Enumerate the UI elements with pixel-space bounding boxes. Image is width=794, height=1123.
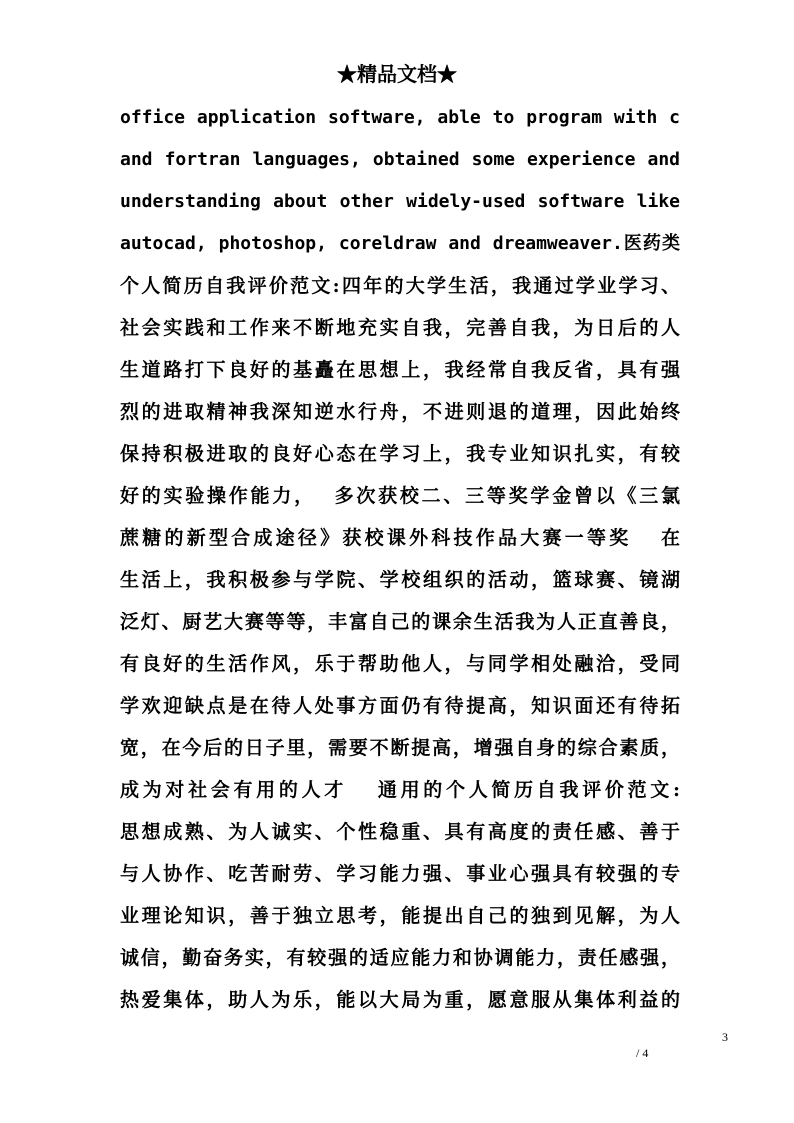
page-number: 3 — [722, 1030, 728, 1044]
body-line: 业理论知识，善于独立思考，能提出自己的独到见解，为人 — [120, 905, 680, 927]
body-line: 宽，在今后的日子里，需要不断提高，增强自身的综合素质， — [120, 737, 680, 759]
body-line: 个人简历自我评价范文:四年的大学生活，我通过学业学习、 — [120, 275, 680, 297]
body-line: 社会实践和工作来不断地充实自我，完善自我，为日后的人 — [120, 317, 680, 339]
body-line: 烈的进取精神我深知逆水行舟，不进则退的道理，因此始终 — [120, 401, 680, 423]
body-line: 泛灯、厨艺大赛等等，丰富自己的课余生活我为人正直善良， — [120, 611, 680, 633]
body-line: 蔗糖的新型合成途径》获校课外科技作品大赛一等奖 在 — [120, 527, 680, 549]
body-line: autocad, photoshop, coreldraw and dreamweaver.医药类 — [120, 233, 680, 254]
body-line: understanding about other widely-used software like — [120, 191, 680, 212]
body-line: 与人协作、吃苦耐劳、学习能力强、事业心强具有较强的专 — [120, 863, 680, 885]
body-line: 保持积极进取的良好心态在学习上，我专业知识扎实，有较 — [120, 443, 680, 465]
page-total: / 4 — [636, 1046, 649, 1060]
body-line: 学欢迎缺点是在待人处事方面仍有待提高，知识面还有待拓 — [120, 695, 680, 717]
body-line: 热爱集体，助人为乐，能以大局为重，愿意服从集体利益的 — [120, 989, 680, 1011]
body-line: 成为对社会有用的人才 通用的个人简历自我评价范文: — [120, 779, 680, 801]
document-header-title: ★精品文档★ — [337, 62, 457, 86]
body-line: 思想成熟、为人诚实、个性稳重、具有高度的责任感、善于 — [120, 821, 680, 843]
body-line: 生活上，我积极参与学院、学校组织的活动，篮球赛、镜湖 — [120, 569, 680, 591]
body-line: 诚信，勤奋务实，有较强的适应能力和协调能力，责任感强， — [120, 947, 680, 969]
body-line: 生道路打下良好的基矗在思想上，我经常自我反省，具有强 — [120, 359, 680, 381]
body-line: 好的实验操作能力， 多次获校二、三等奖学金曾以《三氯 — [120, 485, 680, 507]
body-line: office application software, able to program with c — [120, 107, 680, 128]
body-line: and fortran languages, obtained some experience and — [120, 149, 680, 170]
document-body — [120, 100, 680, 1024]
body-line: 有良好的生活作风，乐于帮助他人，与同学相处融洽，受同 — [120, 653, 680, 675]
